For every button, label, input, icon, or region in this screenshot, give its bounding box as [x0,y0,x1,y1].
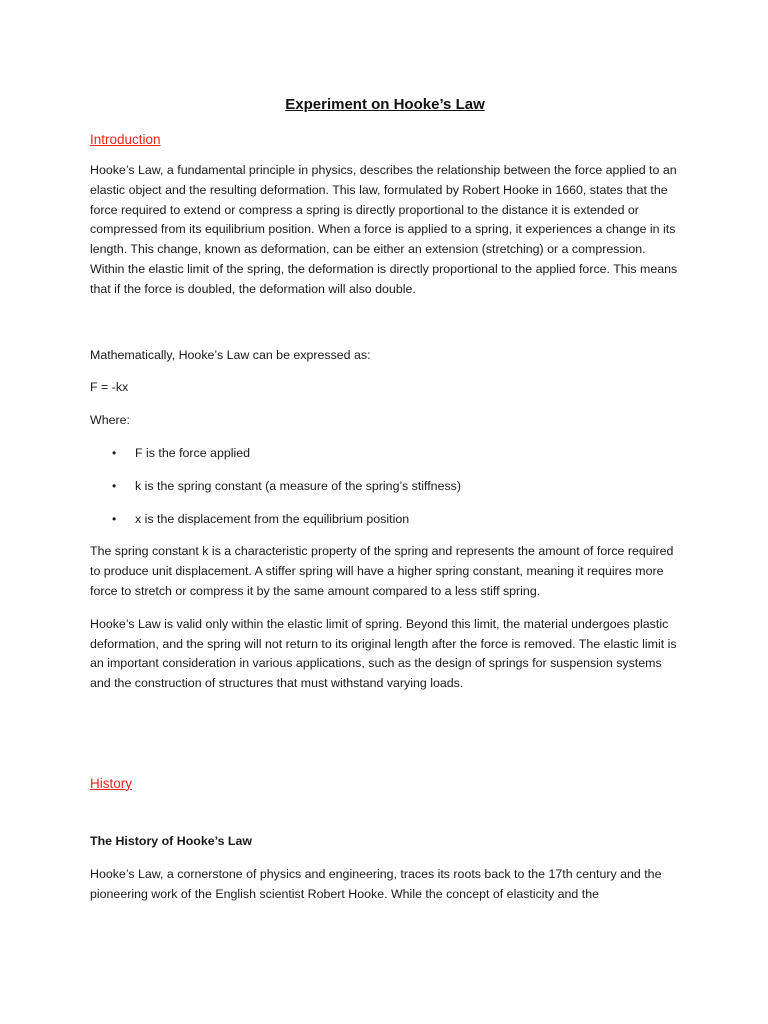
document-title: Experiment on Hooke’s Law [285,96,485,113]
list-item [90,477,680,497]
blank-line [90,313,680,346]
introduction-paragraph-2: The spring constant k is a characteristic property of the spring and represents the amount of force required to produce unit displacement. A stiffer spring will have a higher spring constant, meaning it requires more force to stretch or compress it by the same amount compared to a less stiff spring. [90,544,674,598]
introduction-paragraph-1: Hooke’s Law, a fundamental principle in physics, describes the relationship between the force applied to an elastic object and the resulting deformation. This law, formulated by Robert Hooke in 1660, states that the force required to extend or compress a spring is directly proportional to the distance it is extended or compressed from its equilibrium position. When a force is applied to a spring, it experiences a change in its length. This change, known as deformation, can be either an extension (stretching) or a compression. Within the elastic limit of the spring, the deformation is directly proportional to the applied force. This means that if the force is doubled, the deformation will also double. [90,163,678,296]
list-item [90,510,680,530]
where-label: Where: [90,413,130,428]
introduction-heading: Introduction [90,132,161,147]
bullet-icon: • [112,478,117,493]
definition-list [90,444,680,529]
history-heading: History [90,775,133,791]
equation-text: F = -kx [90,380,129,395]
document-content [90,95,680,917]
list-item [90,444,680,464]
history-subheading: The History of Hooke’s Law [90,833,253,848]
history-paragraph-1: Hooke’s Law, a cornerstone of physics and engineering, traces its roots back to the 17th century and the pioneering work of the English scientist Robert Hooke. While the concept of elasticity and the [90,866,662,901]
bullet-icon: • [112,445,117,460]
definition-text: k is the spring constant (a measure of the spring’s stiffness) [135,478,461,493]
blank-space [90,805,680,832]
bullet-icon: • [112,511,117,526]
math-intro-text: Mathematically, Hooke’s Law can be expressed as: [90,347,371,362]
definition-text: F is the force applied [135,445,251,460]
definition-text: x is the displacement from the equilibrium position [135,511,410,526]
introduction-paragraph-3: Hooke’s Law is valid only within the elastic limit of spring. Beyond this limit, the material undergoes plastic deformation, and the spring will not return to its original length after the force is removed. The elastic limit is an important consideration in various applications, such as the design of springs for suspension systems and the construction of structures that must withstand varying loads. [90,616,677,691]
blank-space [90,707,680,774]
